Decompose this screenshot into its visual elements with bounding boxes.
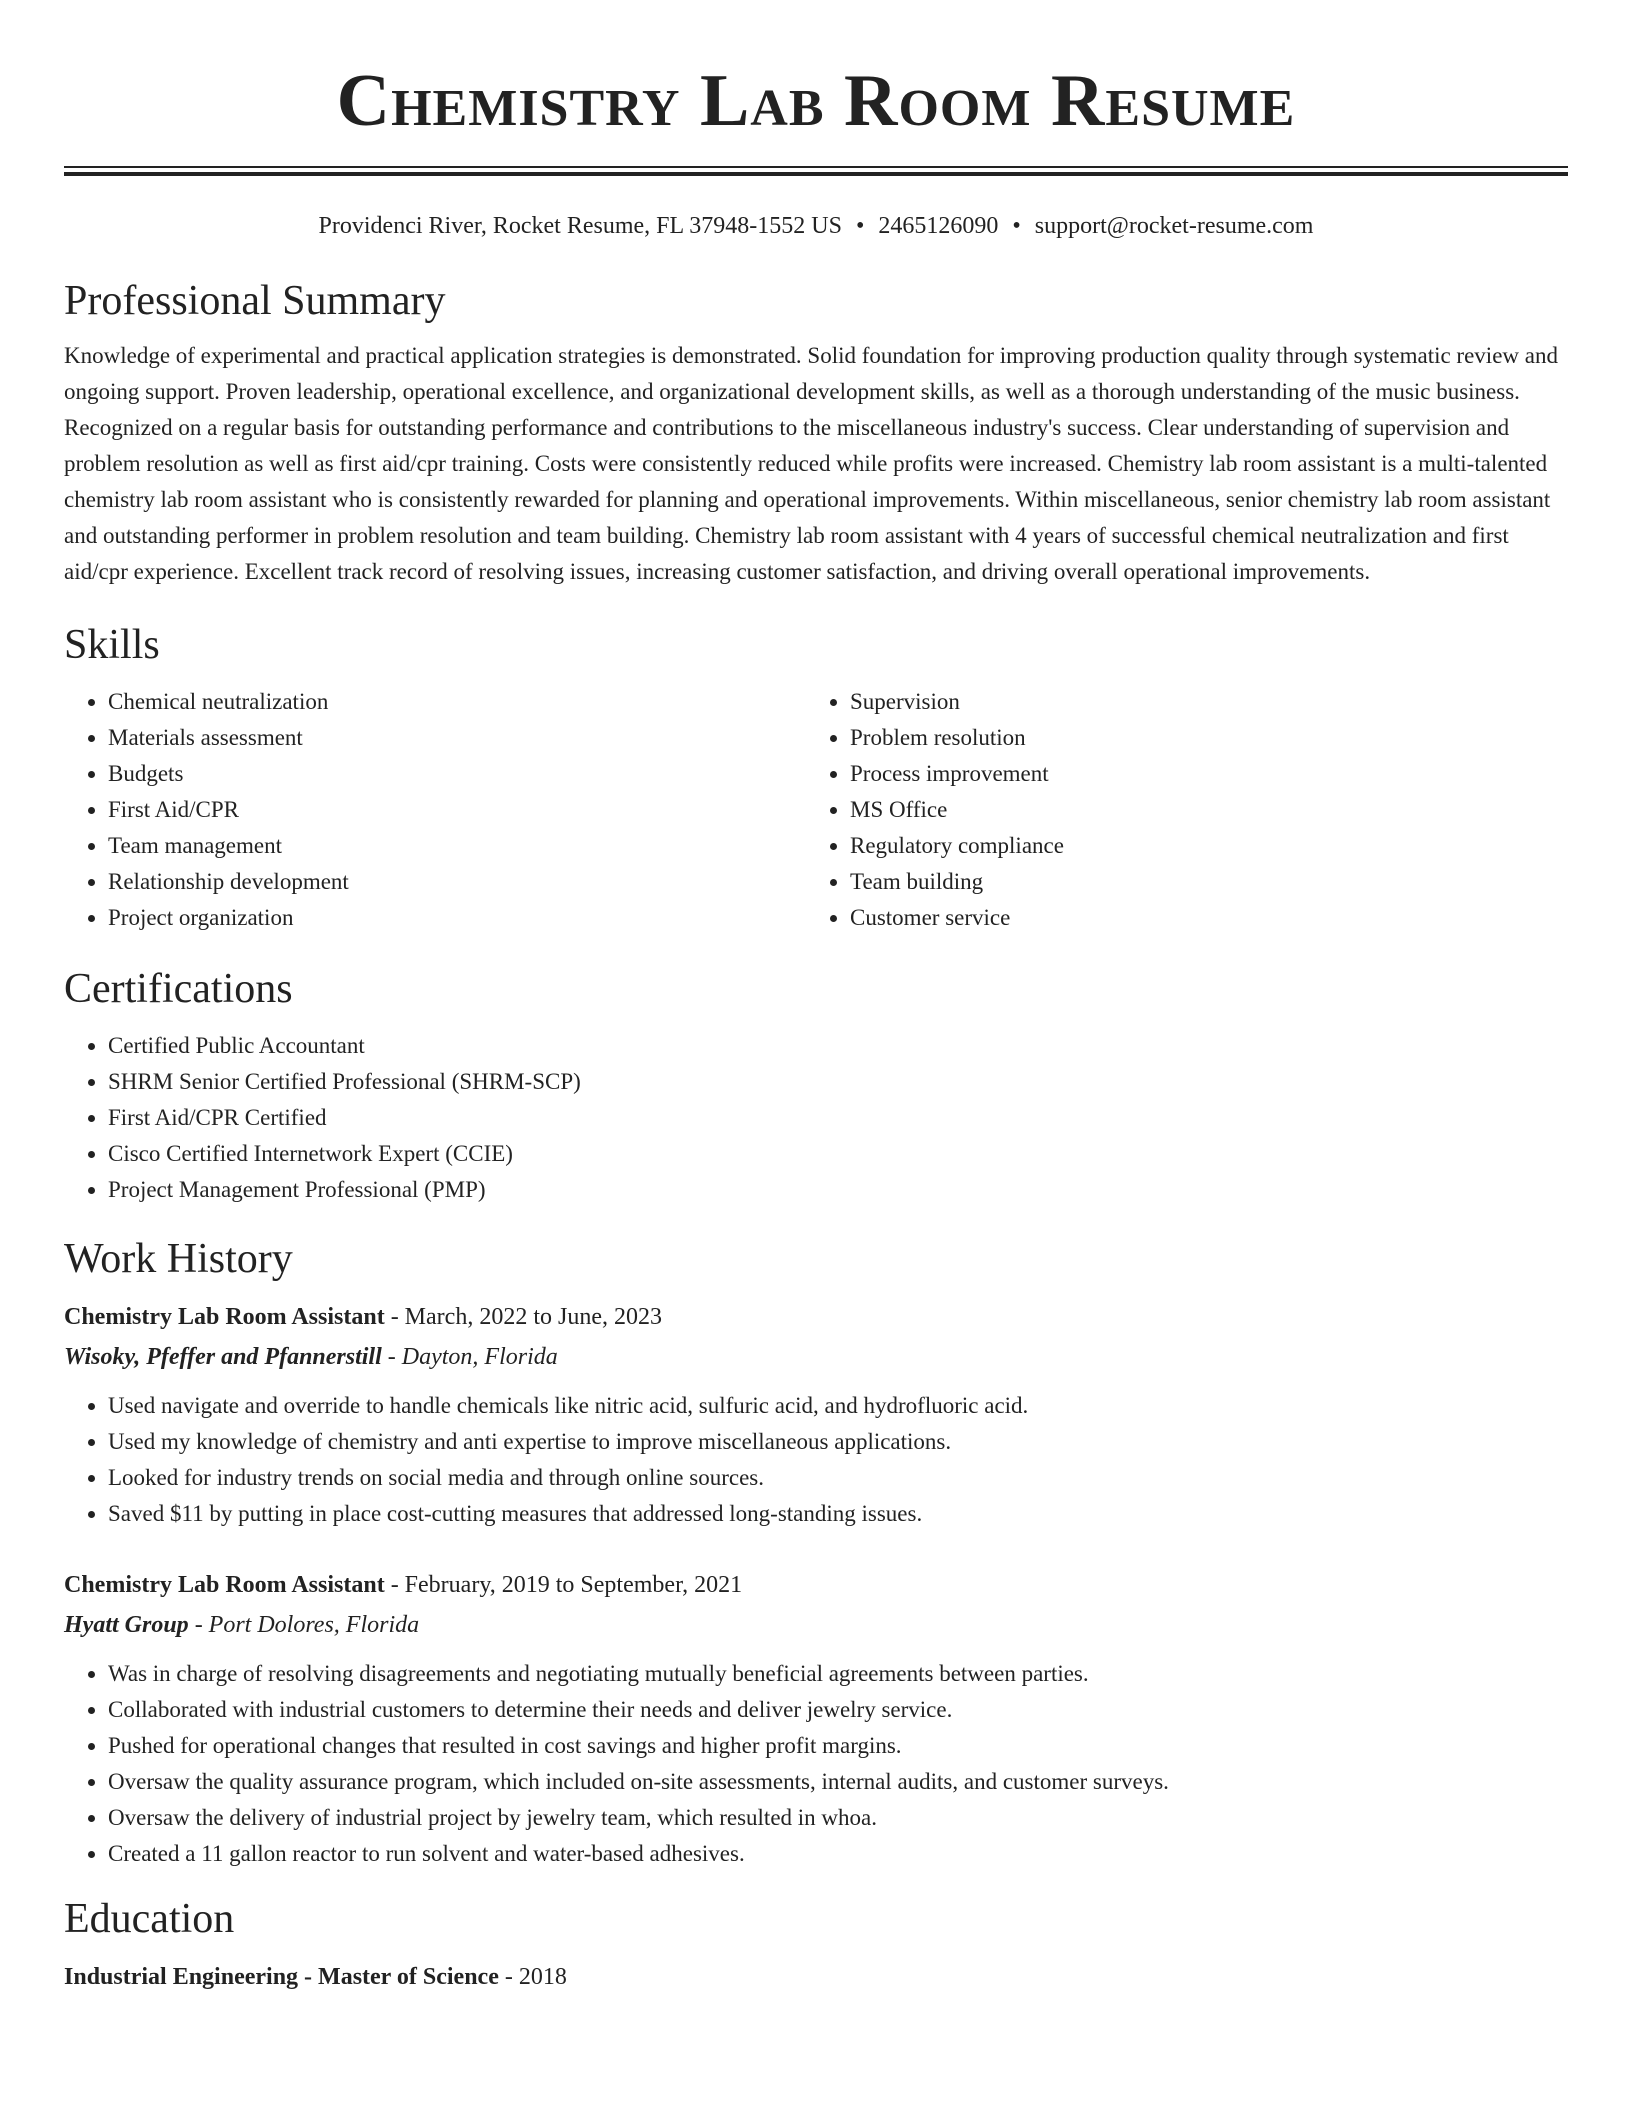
company-name: Hyatt Group — [64, 1612, 189, 1638]
education-year: - 2018 — [498, 1964, 567, 1990]
work-history-heading: Work History — [64, 1236, 293, 1282]
skill-item: • Project organization — [108, 900, 806, 936]
job-title: Chemistry Lab Room Assistant — [64, 1304, 385, 1330]
company-location: - Dayton, Florida — [381, 1344, 558, 1370]
certification-item: • SHRM Senior Certified Professional (SHRM-SCP) — [108, 1064, 1568, 1100]
duty-item: • Used my knowledge of chemistry and anti expertise to improve miscellaneous applications. — [108, 1424, 1568, 1460]
skills-list-right — [806, 684, 1548, 936]
certifications-heading: Certifications — [64, 966, 293, 1012]
duty-item: • Saved $11 by putting in place cost-cutting measures that addressed long-standing issues. — [108, 1496, 1568, 1532]
skill-item: • MS Office — [850, 792, 1548, 828]
skill-item: • Relationship development — [108, 864, 806, 900]
job-duties-list — [64, 1656, 1568, 1872]
skills-columns — [64, 684, 1568, 936]
job-dates: - March, 2022 to June, 2023 — [384, 1304, 662, 1330]
job-duties-list — [64, 1388, 1568, 1532]
skill-item: • Budgets — [108, 756, 806, 792]
education-heading: Education — [64, 1896, 235, 1942]
contact-separator: • — [855, 213, 865, 239]
company-location: - Port Dolores, Florida — [188, 1612, 420, 1638]
contact-address: Providenci River, Rocket Resume, FL 37948-1552 US — [318, 213, 842, 239]
duty-item: • Oversaw the delivery of industrial project by jewelry team, which resulted in whoa. — [108, 1800, 1568, 1836]
duty-item: • Used navigate and override to handle chemicals like nitric acid, sulfuric acid, and hydrofluoric acid. — [108, 1388, 1568, 1424]
contact-separator: • — [1012, 213, 1021, 239]
certification-item: • First Aid/CPR Certified — [108, 1100, 1568, 1136]
company-line — [64, 1340, 1568, 1374]
skill-item: • Team building — [850, 864, 1548, 900]
job-title-line — [64, 1300, 1568, 1334]
skill-item: • Problem resolution — [850, 720, 1548, 756]
skill-item: • Supervision — [850, 684, 1548, 720]
duty-item: • Created a 11 gallon reactor to run solvent and water-based adhesives. — [108, 1836, 1568, 1872]
summary-text: Knowledge of experimental and practical application strategies is demonstrated. Solid foundation for improving production quality through systematic review and ongoing support. Proven leadership, operational excellence, and organizational development skills, as well as a thorough understanding of the music business. Recognized on a regular basis for outstanding performance and contributions to the miscellaneous industry's success. Clear understanding of supervision and problem resolution as well as first aid/cpr training. Costs were consistently reduced while profits were increased. Chemistry lab room assistant is a multi-talented chemistry lab room assistant who is consistently rewarded for planning and operational improvements. Within miscellaneous, senior chemistry lab room assistant and outstanding performer in problem resolution and team building. Chemistry lab room assistant with 4 years of successful chemical neutralization and first aid/cpr experience. Excellent track record of resolving issues, increasing customer satisfaction, and driving overall operational improvements. — [64, 343, 1558, 584]
certification-item: • Certified Public Accountant — [108, 1028, 1568, 1064]
duty-item: • Was in charge of resolving disagreements and negotiating mutually beneficial agreements between parties. — [108, 1656, 1568, 1692]
contact-line — [64, 210, 1568, 242]
skills-list-left — [64, 684, 806, 936]
skill-item: • Regulatory compliance — [850, 828, 1548, 864]
skill-item: • Chemical neutralization — [108, 684, 806, 720]
duty-item: • Collaborated with industrial customers to determine their needs and deliver jewelry service. — [108, 1692, 1568, 1728]
skill-item: • Team management — [108, 828, 806, 864]
company-line — [64, 1608, 1568, 1642]
duty-item: • Pushed for operational changes that resulted in cost savings and higher profit margins. — [108, 1728, 1568, 1764]
certification-item: • Cisco Certified Internetwork Expert (CCIE) — [108, 1136, 1568, 1172]
education-degree: Industrial Engineering - Master of Science — [64, 1964, 499, 1990]
skills-heading: Skills — [64, 622, 160, 668]
summary-heading: Professional Summary — [64, 278, 446, 324]
skill-item: • Process improvement — [850, 756, 1548, 792]
company-name: Wisoky, Pfeffer and Pfannerstill — [64, 1344, 382, 1370]
duty-item: • Oversaw the quality assurance program, which included on-site assessments, internal audits, and customer surveys. — [108, 1764, 1568, 1800]
skill-item: • Customer service — [850, 900, 1548, 936]
resume-title: Chemistry Lab Room Resume — [336, 60, 1296, 142]
duty-item: • Looked for industry trends on social media and through online sources. — [108, 1460, 1568, 1496]
contact-phone: 2465126090 — [878, 213, 999, 239]
job-title: Chemistry Lab Room Assistant — [64, 1572, 385, 1598]
title-divider — [64, 166, 1568, 176]
certification-item: • Project Management Professional (PMP) — [108, 1172, 1568, 1208]
education-line — [64, 1960, 1568, 1994]
certifications-list — [64, 1028, 1568, 1208]
contact-email: support@rocket-resume.com — [1034, 213, 1314, 239]
job-dates: - February, 2019 to September, 2021 — [384, 1572, 743, 1598]
skill-item: • First Aid/CPR — [108, 792, 806, 828]
skill-item: • Materials assessment — [108, 720, 806, 756]
job-title-line — [64, 1568, 1568, 1602]
